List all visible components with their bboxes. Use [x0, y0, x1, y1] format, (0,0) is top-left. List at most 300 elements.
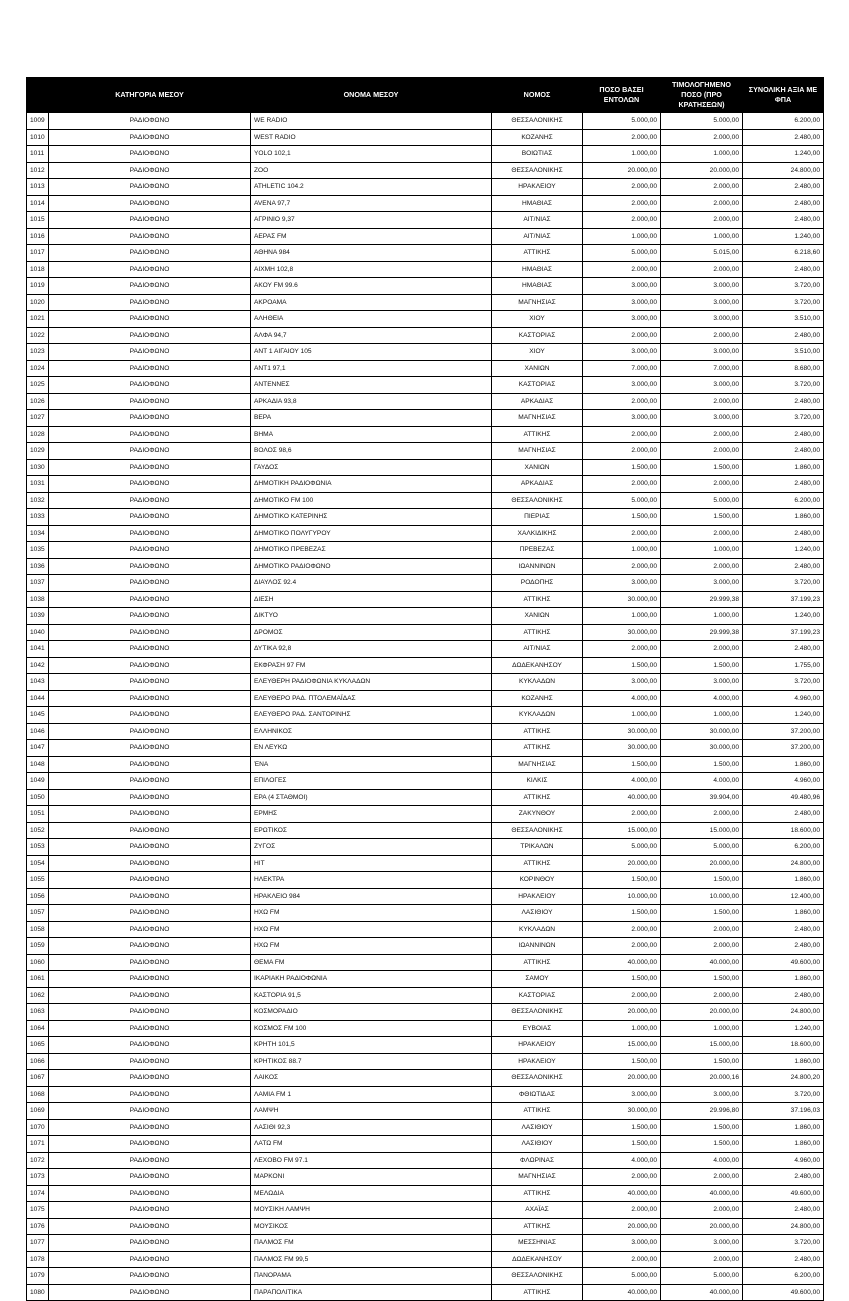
table-header [27, 78, 824, 113]
ordered-amount-cell: 1.500,00 [583, 657, 661, 674]
prefecture-cell: ΧΙΟΥ [492, 311, 583, 328]
media-category-cell: ΡΑΔΙΟΦΩΝΟ [49, 377, 251, 394]
media-category-cell: ΡΑΔΙΟΦΩΝΟ [49, 426, 251, 443]
total-with-vat-cell: 2.480,00 [743, 806, 824, 823]
media-name-cell: ΚΟΣΜΟΣ FM 100 [251, 1020, 492, 1037]
invoiced-amount-cell: 3.000,00 [661, 278, 743, 295]
invoiced-amount-cell: 2.000,00 [661, 195, 743, 212]
media-name-cell: ΛΑΣΙΘΙ 92,3 [251, 1119, 492, 1136]
prefecture-cell: ΑΙΤ/ΝΙΑΣ [492, 212, 583, 229]
ordered-amount-cell: 1.500,00 [583, 872, 661, 889]
invoiced-amount-cell: 15.000,00 [661, 822, 743, 839]
total-with-vat-cell: 2.480,00 [743, 1202, 824, 1219]
prefecture-cell: ΦΘΙΩΤΙΔΑΣ [492, 1086, 583, 1103]
row-number: 1074 [27, 1185, 49, 1202]
row-number: 1060 [27, 954, 49, 971]
media-name-cell: ΔΗΜΟΤΙΚΗ ΡΑΔΙΟΦΩΝΙΑ [251, 476, 492, 493]
media-category-cell: ΡΑΔΙΟΦΩΝΟ [49, 1020, 251, 1037]
row-number: 1063 [27, 1004, 49, 1021]
row-number: 1035 [27, 542, 49, 559]
row-number: 1077 [27, 1235, 49, 1252]
ordered-amount-cell: 5.000,00 [583, 839, 661, 856]
table-row [27, 179, 824, 196]
total-with-vat-cell: 1.240,00 [743, 1020, 824, 1037]
media-category-cell: ΡΑΔΙΟΦΩΝΟ [49, 1202, 251, 1219]
media-name-cell: ΗΧΩ FM [251, 905, 492, 922]
media-category-cell: ΡΑΔΙΟΦΩΝΟ [49, 1136, 251, 1153]
invoiced-amount-cell: 5.000,00 [661, 113, 743, 130]
total-with-vat-cell: 2.480,00 [743, 525, 824, 542]
invoiced-amount-cell: 20.000,00 [661, 1218, 743, 1235]
header-row-number [27, 78, 49, 113]
media-name-cell: YOLO 102,1 [251, 146, 492, 163]
media-name-cell: ΔΙΕΣΗ [251, 591, 492, 608]
media-category-cell: ΡΑΔΙΟΦΩΝΟ [49, 608, 251, 625]
prefecture-cell: ΜΑΓΝΗΣΙΑΣ [492, 756, 583, 773]
prefecture-cell: ΑΧΑΪΑΣ [492, 1202, 583, 1219]
invoiced-amount-cell: 4.000,00 [661, 1152, 743, 1169]
invoiced-amount-cell: 10.000,00 [661, 888, 743, 905]
media-name-cell: ΗΡΑΚΛΕΙΟ 984 [251, 888, 492, 905]
media-name-cell: ΓΑΥΔΟΣ [251, 459, 492, 476]
media-name-cell: ΕΡΑ (4 ΣΤΑΘΜΟΙ) [251, 789, 492, 806]
table-row [27, 723, 824, 740]
row-number: 1030 [27, 459, 49, 476]
invoiced-amount-cell: 20.000,16 [661, 1070, 743, 1087]
media-category-cell: ΡΑΔΙΟΦΩΝΟ [49, 987, 251, 1004]
table-row [27, 987, 824, 1004]
media-category-cell: ΡΑΔΙΟΦΩΝΟ [49, 410, 251, 427]
table-row [27, 1251, 824, 1268]
prefecture-cell: ΚΟΡΙΝΘΟΥ [492, 872, 583, 889]
ordered-amount-cell: 30.000,00 [583, 1103, 661, 1120]
row-number: 1045 [27, 707, 49, 724]
media-category-cell: ΡΑΔΙΟΦΩΝΟ [49, 1103, 251, 1120]
prefecture-cell: ΜΑΓΝΗΣΙΑΣ [492, 443, 583, 460]
ordered-amount-cell: 2.000,00 [583, 443, 661, 460]
invoiced-amount-cell: 29.999,38 [661, 591, 743, 608]
media-name-cell: ΑΡΚΑΔΙΑ 93,8 [251, 393, 492, 410]
prefecture-cell: ΚΥΚΛΑΔΩΝ [492, 921, 583, 938]
media-category-cell: ΡΑΔΙΟΦΩΝΟ [49, 245, 251, 262]
table-row [27, 1185, 824, 1202]
row-number: 1078 [27, 1251, 49, 1268]
table-row [27, 690, 824, 707]
invoiced-amount-cell: 39.904,00 [661, 789, 743, 806]
invoiced-amount-cell: 2.000,00 [661, 1251, 743, 1268]
table-row [27, 822, 824, 839]
table-row [27, 641, 824, 658]
media-name-cell: ΑΝΤ1 97,1 [251, 360, 492, 377]
table-row [27, 558, 824, 575]
invoiced-amount-cell: 1.500,00 [661, 459, 743, 476]
table-row [27, 608, 824, 625]
total-with-vat-cell: 2.480,00 [743, 938, 824, 955]
invoiced-amount-cell: 2.000,00 [661, 987, 743, 1004]
table-row [27, 789, 824, 806]
row-number: 1031 [27, 476, 49, 493]
media-category-cell: ΡΑΔΙΟΦΩΝΟ [49, 344, 251, 361]
invoiced-amount-cell: 1.500,00 [661, 905, 743, 922]
row-number: 1014 [27, 195, 49, 212]
row-number: 1019 [27, 278, 49, 295]
ordered-amount-cell: 1.500,00 [583, 756, 661, 773]
table-row [27, 756, 824, 773]
prefecture-cell: ΘΕΣΣΑΛΟΝΙΚΗΣ [492, 113, 583, 130]
total-with-vat-cell: 1.860,00 [743, 1053, 824, 1070]
row-number: 1064 [27, 1020, 49, 1037]
table-row [27, 1086, 824, 1103]
total-with-vat-cell: 18.600,00 [743, 1037, 824, 1054]
total-with-vat-cell: 1.860,00 [743, 872, 824, 889]
prefecture-cell: ΘΕΣΣΑΛΟΝΙΚΗΣ [492, 1004, 583, 1021]
header-ordered-amount: ΠΟΣΟ ΒΑΣΕΙ ΕΝΤΟΛΩΝ [583, 78, 661, 113]
table-row [27, 1020, 824, 1037]
row-number: 1034 [27, 525, 49, 542]
media-category-cell: ΡΑΔΙΟΦΩΝΟ [49, 459, 251, 476]
row-number: 1024 [27, 360, 49, 377]
media-category-cell: ΡΑΔΙΟΦΩΝΟ [49, 921, 251, 938]
media-category-cell: ΡΑΔΙΟΦΩΝΟ [49, 657, 251, 674]
ordered-amount-cell: 30.000,00 [583, 740, 661, 757]
ordered-amount-cell: 15.000,00 [583, 822, 661, 839]
total-with-vat-cell: 2.480,00 [743, 921, 824, 938]
ordered-amount-cell: 5.000,00 [583, 492, 661, 509]
total-with-vat-cell: 4.960,00 [743, 773, 824, 790]
ordered-amount-cell: 1.000,00 [583, 608, 661, 625]
row-number: 1073 [27, 1169, 49, 1186]
total-with-vat-cell: 18.600,00 [743, 822, 824, 839]
table-row [27, 476, 824, 493]
prefecture-cell: ΛΑΣΙΘΙΟΥ [492, 905, 583, 922]
total-with-vat-cell: 8.680,00 [743, 360, 824, 377]
prefecture-cell: ΜΑΓΝΗΣΙΑΣ [492, 410, 583, 427]
prefecture-cell: ΚΑΣΤΟΡΙΑΣ [492, 987, 583, 1004]
ordered-amount-cell: 5.000,00 [583, 1268, 661, 1285]
prefecture-cell: ΡΟΔΟΠΗΣ [492, 575, 583, 592]
prefecture-cell: ΗΡΑΚΛΕΙΟΥ [492, 179, 583, 196]
table-row [27, 542, 824, 559]
prefecture-cell: ΒΟΙΩΤΙΑΣ [492, 146, 583, 163]
media-name-cell: ΑΛΗΘΕΙΑ [251, 311, 492, 328]
invoiced-amount-cell: 1.500,00 [661, 1053, 743, 1070]
prefecture-cell: ΚΑΣΤΟΡΙΑΣ [492, 377, 583, 394]
media-category-cell: ΡΑΔΙΟΦΩΝΟ [49, 707, 251, 724]
row-number: 1051 [27, 806, 49, 823]
media-category-cell: ΡΑΔΙΟΦΩΝΟ [49, 740, 251, 757]
table-row [27, 393, 824, 410]
row-number: 1046 [27, 723, 49, 740]
total-with-vat-cell: 49.600,00 [743, 954, 824, 971]
total-with-vat-cell: 6.200,00 [743, 1268, 824, 1285]
total-with-vat-cell: 3.720,00 [743, 1235, 824, 1252]
prefecture-cell: ΧΑΝΙΩΝ [492, 459, 583, 476]
ordered-amount-cell: 1.000,00 [583, 542, 661, 559]
row-number: 1068 [27, 1086, 49, 1103]
media-category-cell: ΡΑΔΙΟΦΩΝΟ [49, 195, 251, 212]
row-number: 1026 [27, 393, 49, 410]
table-row [27, 1053, 824, 1070]
row-number: 1013 [27, 179, 49, 196]
row-number: 1053 [27, 839, 49, 856]
media-category-cell: ΡΑΔΙΟΦΩΝΟ [49, 773, 251, 790]
table-row [27, 773, 824, 790]
media-category-cell: ΡΑΔΙΟΦΩΝΟ [49, 756, 251, 773]
table-row [27, 624, 824, 641]
ordered-amount-cell: 2.000,00 [583, 1202, 661, 1219]
row-number: 1062 [27, 987, 49, 1004]
media-category-cell: ΡΑΔΙΟΦΩΝΟ [49, 938, 251, 955]
table-row [27, 459, 824, 476]
row-number: 1017 [27, 245, 49, 262]
row-number: 1057 [27, 905, 49, 922]
total-with-vat-cell: 1.860,00 [743, 509, 824, 526]
total-with-vat-cell: 1.860,00 [743, 1119, 824, 1136]
ordered-amount-cell: 1.000,00 [583, 707, 661, 724]
media-category-cell: ΡΑΔΙΟΦΩΝΟ [49, 492, 251, 509]
ordered-amount-cell: 20.000,00 [583, 1004, 661, 1021]
ordered-amount-cell: 4.000,00 [583, 690, 661, 707]
row-number: 1061 [27, 971, 49, 988]
invoiced-amount-cell: 2.000,00 [661, 1202, 743, 1219]
total-with-vat-cell: 49.600,00 [743, 1284, 824, 1301]
total-with-vat-cell: 2.480,00 [743, 261, 824, 278]
table-row [27, 294, 824, 311]
invoiced-amount-cell: 1.500,00 [661, 971, 743, 988]
total-with-vat-cell: 37.199,23 [743, 591, 824, 608]
ordered-amount-cell: 1.000,00 [583, 228, 661, 245]
ordered-amount-cell: 2.000,00 [583, 1251, 661, 1268]
media-name-cell: WE RADIO [251, 113, 492, 130]
prefecture-cell: ΧΑΝΙΩΝ [492, 608, 583, 625]
invoiced-amount-cell: 1.000,00 [661, 228, 743, 245]
row-number: 1032 [27, 492, 49, 509]
row-number: 1037 [27, 575, 49, 592]
invoiced-amount-cell: 3.000,00 [661, 1086, 743, 1103]
ordered-amount-cell: 1.000,00 [583, 1020, 661, 1037]
media-category-cell: ΡΑΔΙΟΦΩΝΟ [49, 393, 251, 410]
media-category-cell: ΡΑΔΙΟΦΩΝΟ [49, 855, 251, 872]
media-category-cell: ΡΑΔΙΟΦΩΝΟ [49, 872, 251, 889]
ordered-amount-cell: 30.000,00 [583, 591, 661, 608]
ordered-amount-cell: 20.000,00 [583, 855, 661, 872]
ordered-amount-cell: 20.000,00 [583, 1070, 661, 1087]
ordered-amount-cell: 2.000,00 [583, 938, 661, 955]
invoiced-amount-cell: 2.000,00 [661, 443, 743, 460]
media-name-cell: ΔΡΟΜΟΣ [251, 624, 492, 641]
invoiced-amount-cell: 1.000,00 [661, 1020, 743, 1037]
table-row [27, 1037, 824, 1054]
prefecture-cell: ΑΡΚΑΔΙΑΣ [492, 393, 583, 410]
media-category-cell: ΡΑΔΙΟΦΩΝΟ [49, 146, 251, 163]
media-category-cell: ΡΑΔΙΟΦΩΝΟ [49, 1169, 251, 1186]
invoiced-amount-cell: 1.500,00 [661, 756, 743, 773]
prefecture-cell: ΗΡΑΚΛΕΙΟΥ [492, 1053, 583, 1070]
total-with-vat-cell: 24.800,00 [743, 855, 824, 872]
header-media-category: ΚΑΤΗΓΟΡΙΑ ΜΕΣΟΥ [49, 78, 251, 113]
total-with-vat-cell: 2.480,00 [743, 558, 824, 575]
total-with-vat-cell: 3.720,00 [743, 1086, 824, 1103]
table-row [27, 1235, 824, 1252]
table-row [27, 740, 824, 757]
total-with-vat-cell: 1.860,00 [743, 1136, 824, 1153]
media-category-cell: ΡΑΔΙΟΦΩΝΟ [49, 1004, 251, 1021]
ordered-amount-cell: 4.000,00 [583, 1152, 661, 1169]
table-row [27, 1152, 824, 1169]
total-with-vat-cell: 3.510,00 [743, 311, 824, 328]
media-category-cell: ΡΑΔΙΟΦΩΝΟ [49, 294, 251, 311]
ordered-amount-cell: 2.000,00 [583, 179, 661, 196]
media-name-cell: ΠΑΛΜΟΣ FM 99,5 [251, 1251, 492, 1268]
media-name-cell: ΙΚΑΡΙΑΚΗ ΡΑΔΙΟΦΩΝΙΑ [251, 971, 492, 988]
ordered-amount-cell: 2.000,00 [583, 393, 661, 410]
row-number: 1043 [27, 674, 49, 691]
ordered-amount-cell: 2.000,00 [583, 558, 661, 575]
table-row [27, 129, 824, 146]
row-number: 1039 [27, 608, 49, 625]
prefecture-cell: ΘΕΣΣΑΛΟΝΙΚΗΣ [492, 162, 583, 179]
invoiced-amount-cell: 3.000,00 [661, 344, 743, 361]
media-name-cell: ΑΘΗΝΑ 984 [251, 245, 492, 262]
ordered-amount-cell: 3.000,00 [583, 575, 661, 592]
invoiced-amount-cell: 3.000,00 [661, 674, 743, 691]
media-name-cell: ΚΑΣΤΟΡΙΑ 91,5 [251, 987, 492, 1004]
media-name-cell: ΒΟΛΟΣ 98,6 [251, 443, 492, 460]
table-row [27, 261, 824, 278]
table-row [27, 509, 824, 526]
row-number: 1059 [27, 938, 49, 955]
row-number: 1020 [27, 294, 49, 311]
prefecture-cell: ΣΑΜΟΥ [492, 971, 583, 988]
media-category-cell: ΡΑΔΙΟΦΩΝΟ [49, 591, 251, 608]
invoiced-amount-cell: 1.500,00 [661, 657, 743, 674]
ordered-amount-cell: 2.000,00 [583, 129, 661, 146]
media-category-cell: ΡΑΔΙΟΦΩΝΟ [49, 228, 251, 245]
media-name-cell: ΕΛΕΥΘΕΡΟ ΡΑΔ. ΠΤΟΛΕΜΑΪΔΑΣ [251, 690, 492, 707]
media-category-cell: ΡΑΔΙΟΦΩΝΟ [49, 327, 251, 344]
media-name-cell: ΕΠΙΛΟΓΕΣ [251, 773, 492, 790]
table-row [27, 591, 824, 608]
table-row [27, 855, 824, 872]
media-name-cell: ΚΟΣΜΟΡΑΔΙΟ [251, 1004, 492, 1021]
row-number: 1027 [27, 410, 49, 427]
ordered-amount-cell: 2.000,00 [583, 987, 661, 1004]
media-category-cell: ΡΑΔΙΟΦΩΝΟ [49, 179, 251, 196]
media-category-cell: ΡΑΔΙΟΦΩΝΟ [49, 971, 251, 988]
row-number: 1067 [27, 1070, 49, 1087]
media-category-cell: ΡΑΔΙΟΦΩΝΟ [49, 542, 251, 559]
row-number: 1071 [27, 1136, 49, 1153]
total-with-vat-cell: 4.960,00 [743, 690, 824, 707]
prefecture-cell: ΑΤΤΙΚΗΣ [492, 1103, 583, 1120]
prefecture-cell: ΘΕΣΣΑΛΟΝΙΚΗΣ [492, 1268, 583, 1285]
total-with-vat-cell: 24.800,00 [743, 1218, 824, 1235]
row-number: 1042 [27, 657, 49, 674]
table-row [27, 806, 824, 823]
table-row [27, 1268, 824, 1285]
ordered-amount-cell: 2.000,00 [583, 476, 661, 493]
total-with-vat-cell: 37.200,00 [743, 723, 824, 740]
prefecture-cell: ΑΙΤ/ΝΙΑΣ [492, 228, 583, 245]
table-row [27, 1136, 824, 1153]
prefecture-cell: ΗΡΑΚΛΕΙΟΥ [492, 888, 583, 905]
table-row [27, 377, 824, 394]
row-number: 1065 [27, 1037, 49, 1054]
media-name-cell: ΑΛΦΑ 94,7 [251, 327, 492, 344]
invoiced-amount-cell: 1.500,00 [661, 872, 743, 889]
invoiced-amount-cell: 2.000,00 [661, 261, 743, 278]
media-name-cell: ΑΕΡΑΣ FM [251, 228, 492, 245]
media-name-cell: ΑΝΤ 1 ΑΙΓΑΙΟΥ 105 [251, 344, 492, 361]
table-row [27, 1169, 824, 1186]
ordered-amount-cell: 7.000,00 [583, 360, 661, 377]
media-name-cell: ΒΕΡΑ [251, 410, 492, 427]
total-with-vat-cell: 2.480,00 [743, 129, 824, 146]
invoiced-amount-cell: 2.000,00 [661, 558, 743, 575]
media-category-cell: ΡΑΔΙΟΦΩΝΟ [49, 905, 251, 922]
media-category-cell: ΡΑΔΙΟΦΩΝΟ [49, 888, 251, 905]
table-row [27, 575, 824, 592]
total-with-vat-cell: 2.480,00 [743, 641, 824, 658]
prefecture-cell: ΛΑΣΙΘΙΟΥ [492, 1136, 583, 1153]
prefecture-cell: ΑΤΤΙΚΗΣ [492, 740, 583, 757]
table-row [27, 1103, 824, 1120]
prefecture-cell: ΧΑΝΙΩΝ [492, 360, 583, 377]
media-name-cell: ΛΑΜΙΑ FM 1 [251, 1086, 492, 1103]
media-category-cell: ΡΑΔΙΟΦΩΝΟ [49, 690, 251, 707]
invoiced-amount-cell: 2.000,00 [661, 525, 743, 542]
prefecture-cell: ΗΜΑΘΙΑΣ [492, 261, 583, 278]
prefecture-cell: ΠΙΕΡΙΑΣ [492, 509, 583, 526]
ordered-amount-cell: 3.000,00 [583, 377, 661, 394]
ordered-amount-cell: 10.000,00 [583, 888, 661, 905]
media-name-cell: ΔΙΚΤΥΟ [251, 608, 492, 625]
table-row [27, 921, 824, 938]
total-with-vat-cell: 49.600,00 [743, 1185, 824, 1202]
media-name-cell: ATHLETIC 104.2 [251, 179, 492, 196]
row-number: 1040 [27, 624, 49, 641]
total-with-vat-cell: 6.200,00 [743, 839, 824, 856]
prefecture-cell: ΙΩΑΝΝΙΝΩΝ [492, 558, 583, 575]
prefecture-cell: ΤΡΙΚΑΛΩΝ [492, 839, 583, 856]
row-number: 1016 [27, 228, 49, 245]
media-category-cell: ΡΑΔΙΟΦΩΝΟ [49, 129, 251, 146]
invoiced-amount-cell: 20.000,00 [661, 1004, 743, 1021]
media-category-cell: ΡΑΔΙΟΦΩΝΟ [49, 575, 251, 592]
invoiced-amount-cell: 2.000,00 [661, 938, 743, 955]
media-name-cell: ΜΟΥΣΙΚΟΣ [251, 1218, 492, 1235]
total-with-vat-cell: 2.480,00 [743, 195, 824, 212]
media-category-cell: ΡΑΔΙΟΦΩΝΟ [49, 806, 251, 823]
prefecture-cell: ΠΡΕΒΕΖΑΣ [492, 542, 583, 559]
media-category-cell: ΡΑΔΙΟΦΩΝΟ [49, 113, 251, 130]
row-number: 1066 [27, 1053, 49, 1070]
ordered-amount-cell: 2.000,00 [583, 641, 661, 658]
ordered-amount-cell: 2.000,00 [583, 212, 661, 229]
row-number: 1033 [27, 509, 49, 526]
invoiced-amount-cell: 20.000,00 [661, 855, 743, 872]
table-row [27, 888, 824, 905]
prefecture-cell: ΛΑΣΙΘΙΟΥ [492, 1119, 583, 1136]
ordered-amount-cell: 40.000,00 [583, 954, 661, 971]
ordered-amount-cell: 3.000,00 [583, 294, 661, 311]
invoiced-amount-cell: 2.000,00 [661, 476, 743, 493]
media-name-cell: ΕΛΕΥΘΕΡΗ ΡΑΔΙΟΦΩΝΙΑ ΚΥΚΛΑΔΩΝ [251, 674, 492, 691]
ordered-amount-cell: 1.500,00 [583, 1136, 661, 1153]
header-media-name: ΟΝΟΜΑ ΜΕΣΟΥ [251, 78, 492, 113]
table-row [27, 1004, 824, 1021]
row-number: 1050 [27, 789, 49, 806]
